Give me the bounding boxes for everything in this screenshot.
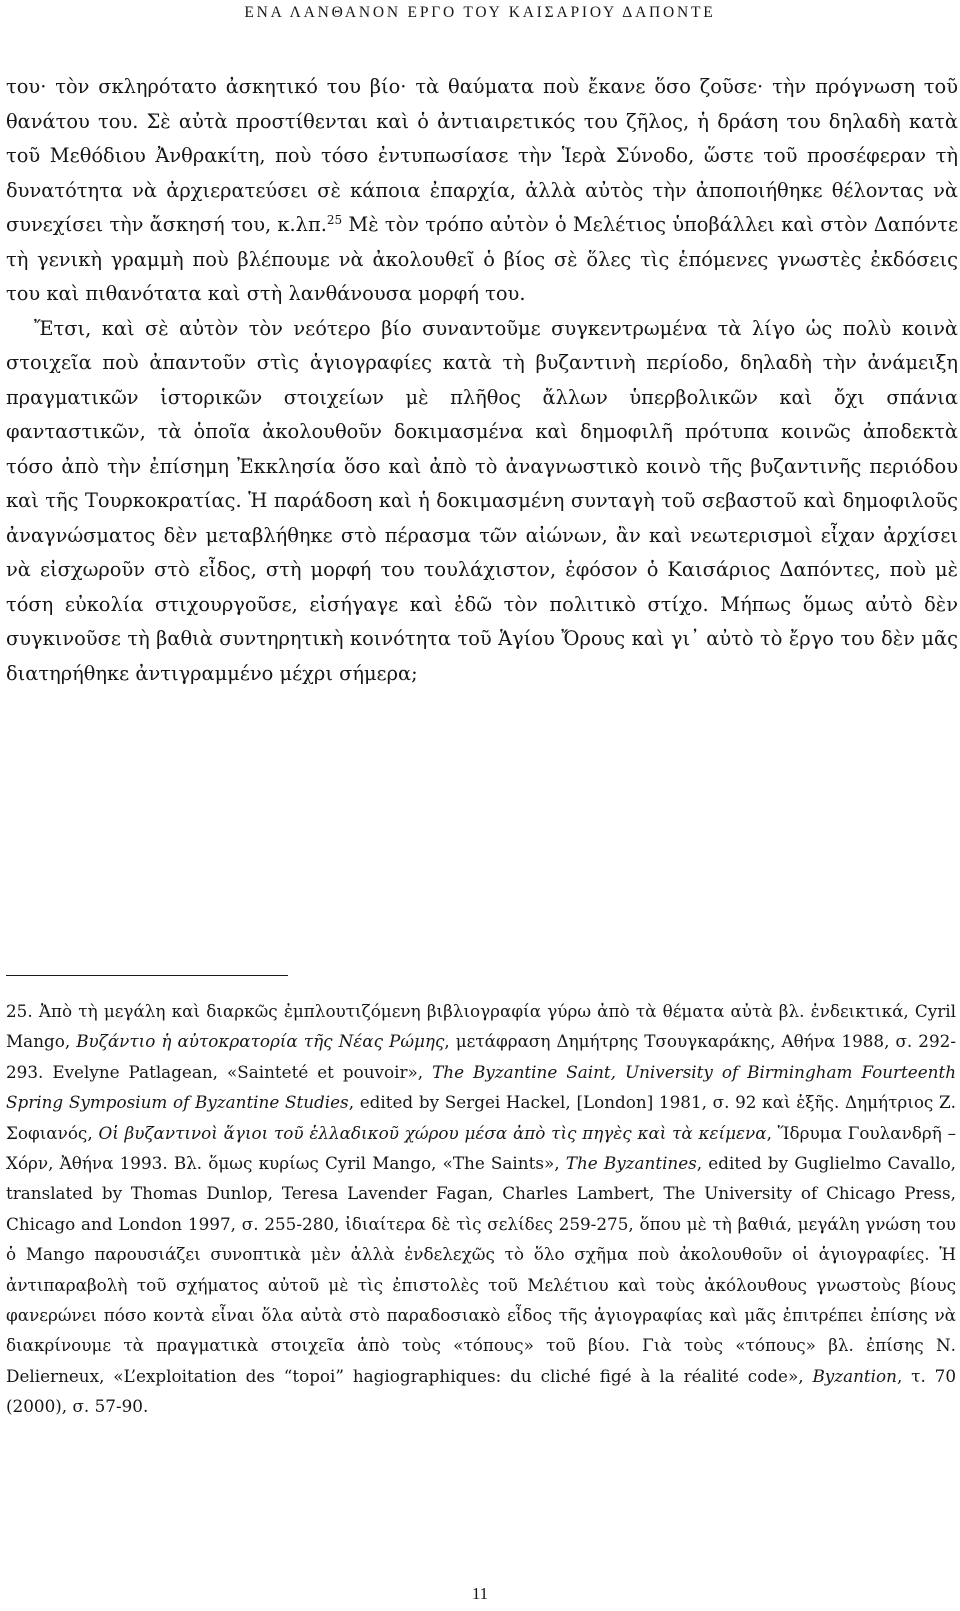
- footnote-text: , τ. 70 (2000), σ. 57-90.: [6, 1365, 956, 1417]
- footnote-title: The Byzantine Saint, University of Birmingham Fourteenth Spring Symposium of Byzantine Studies: [6, 1061, 956, 1113]
- footnote-title: Byzantion: [812, 1365, 897, 1386]
- paragraph-1-text-continued: Μὲ τὸν τρόπο αὐτὸν ὁ Μελέτιος ὑποβάλλει καὶ στὸν Δαπόντε τὴ γενικὴ γραμμὴ ποὺ βλέπουμε νὰ ἀκολουθεῖ ὁ βίος σὲ ὅλες τὶς ἑπόμενες γνωστὲς ἐκδόσεις του καὶ πιθανότατα καὶ στὴ λανθάνουσα μορφή του.: [6, 213, 958, 305]
- footnote-title: The Byzantines: [565, 1153, 697, 1174]
- footnote-text: , μετάφραση Δημήτρης Τσουγκαράκης, Αθήνα 1988, σ. 292-293. Evelyne Patlagean, «Sainteté et pouvoir»,: [6, 1031, 956, 1082]
- footnote-reference-25[interactable]: 25: [326, 213, 343, 227]
- paragraph-1: [6, 70, 958, 312]
- running-head: ΕΝΑ ΛΑΝΘΑΝΟΝ ΕΡΓΟ ΤΟΥ ΚΑΙΣΑΡΙΟΥ ΔΑΠΟΝΤΕ: [244, 4, 716, 21]
- footnote-text: , edited by Sergei Hackel, [London] 1981, σ. 92 καὶ ἑξῆς. Δημήτριος Ζ. Σοφιανός,: [6, 1092, 957, 1143]
- paragraph-2: Ἔτσι, καὶ σὲ αὐτὸν τὸν νεότερο βίο συναντοῦμε συγκεντρωμένα τὰ λίγο ὡς πολὺ κοινὰ στοιχεῖα ποὺ ἀπαντοῦν στὶς ἁγιογραφίες κατὰ τὴ βυζαντινὴ περίοδο, δηλαδὴ τὴν ἀνάμειξη πραγματικῶν ἱστορικῶν στοιχείων μὲ πλῆθος ἄλλων ὑπερβολικῶν καὶ ὄχι σπάνια φανταστικῶν, τὰ ὁποῖα ἀκολουθοῦν δοκιμασμένα καὶ δημοφιλῆ πρότυπα κοινῶς ἀποδεκτὰ τόσο ἀπὸ τὴν ἐπίσημη Ἐκκλησία ὅσο καὶ ἀπὸ τὸ ἀναγνωστικὸ κοινὸ τῆς βυζαντινῆς περιόδου καὶ τῆς Τουρκοκρατίας. Ἡ παράδοση καὶ ἡ δοκιμασμένη συνταγὴ τοῦ σεβαστοῦ καὶ δημοφιλοῦς ἀναγνώσματος δὲν μεταβλήθηκε στὸ πέρασμα τῶν αἰώνων, ἂν καὶ νεωτερισμοὶ εἶχαν ἀρχίσει νὰ εἰσχωροῦν στὸ εἶδος, στὴ μορφή του τουλάχιστον, ἐφόσον ὁ Καισάριος Δαπόντες, ποὺ μὲ τόση εὐκολία στιχουργοῦσε, εἰσήγαγε καὶ ἐδῶ τὸν πολιτικὸ στίχο. Μήπως ὅμως αὐτὸ δὲν συγκινοῦσε τὴ βαθιὰ συντηρητικὴ κοινότητα τοῦ Ἁγίου Ὄρους καὶ γι᾽ αὐτὸ τὸ ἔργο του δὲν μᾶς διατηρήθηκε ἀντιγραμμένο μέχρι σήμερα;: [6, 316, 958, 685]
- page-number: 11: [471, 1584, 489, 1603]
- footnote-text: 25. Ἀπὸ τὴ μεγάλη καὶ διαρκῶς ἐμπλουτιζόμενη βιβλιογραφία γύρω ἀπὸ τὰ θέματα αὐτὰ βλ. ἐνδεικτικά, Cyril Mango,: [6, 1001, 956, 1052]
- footnote-25: [6, 996, 956, 1422]
- footnote-text: , edited by Guglielmo Cavallo, translated by Thomas Dunlop, Teresa Lavender Fagan, Charles Lambert, The University of Chicago Press, Chicago and London 1997, σ. 255-280, ἰδιαίτερα δὲ τὶς σελίδες 259-275, ὅπου μὲ τὴ βαθιά, μεγάλη γνώση του ὁ Mango παρουσιάζει συνοπτικὰ μὲν ἀλλὰ ἐνδελεχῶς τὸ ὅλο σχῆμα ποὺ ἀκολουθοῦν οἱ ἁγιογραφίες. Ἡ ἀντιπαραβολὴ τοῦ σχήματος αὐτοῦ μὲ τὶς ἐπιστολὲς τοῦ Μελέτιου καὶ τοὺς ἀκόλουθους γνωστοὺς βίους φανερώνει πόσο κοντὰ εἶναι ὅλα αὐτὰ στὸ παραδοσιακὸ εἶδος τῆς ἁγιογραφίας καὶ μᾶς ἐπιτρέπει ἐπίσης νὰ διακρίνουμε τὰ πραγματικὰ στοιχεῖα ἀπὸ τοὺς «τόπους» τοῦ βίου. Γιὰ τοὺς «τόπους» βλ. ἐπίσης Ν. Delierneux, «L’exploitation des “topoi” hagiographiques: du cliché figé à la réalité code»,: [6, 1153, 957, 1386]
- footnote-text: , Ἵδρυμα Γουλανδρῆ – Χόρν, Ἀθήνα 1993. Βλ. ὅμως κυρίως Cyril Mango, «The Saints»,: [6, 1122, 956, 1174]
- main-text: [6, 70, 958, 691]
- footnote-title: Βυζάντιο ἡ αὐτοκρατορία τῆς Νέας Ρώμης: [76, 1031, 445, 1052]
- footnote-divider: [6, 975, 288, 976]
- paragraph-1-text: του· τὸν σκληρότατο ἀσκητικό του βίο· τὰ θαύματα ποὺ ἔκανε ὅσο ζοῦσε· τὴν πρόγνωση τοῦ θανάτου του. Σὲ αὐτὰ προστίθενται καὶ ὁ ἀντιαιρετικός του ζῆλος, ἡ δράση του δηλαδὴ κατὰ τοῦ Μεθόδιου Ἀνθρακίτη, ποὺ τόσο ἐντυπωσίασε τὴν Ἱερὰ Σύνοδο, ὥστε τοῦ προσέφεραν τὴ δυνατότητα νὰ ἀρχιερατεύσει σὲ κάποια ἐπαρχία, ἀλλὰ αὐτὸς τὴν ἀποποιήθηκε θέλοντας νὰ συνεχίσει τὴν ἄσκησή του, κ.λπ.: [6, 75, 958, 236]
- footnote-title: Οἱ βυζαντινοὶ ἅγιοι τοῦ ἑλλαδικοῦ χώρου μέσα ἀπὸ τὶς πηγὲς καὶ τὰ κείμενα: [98, 1122, 767, 1143]
